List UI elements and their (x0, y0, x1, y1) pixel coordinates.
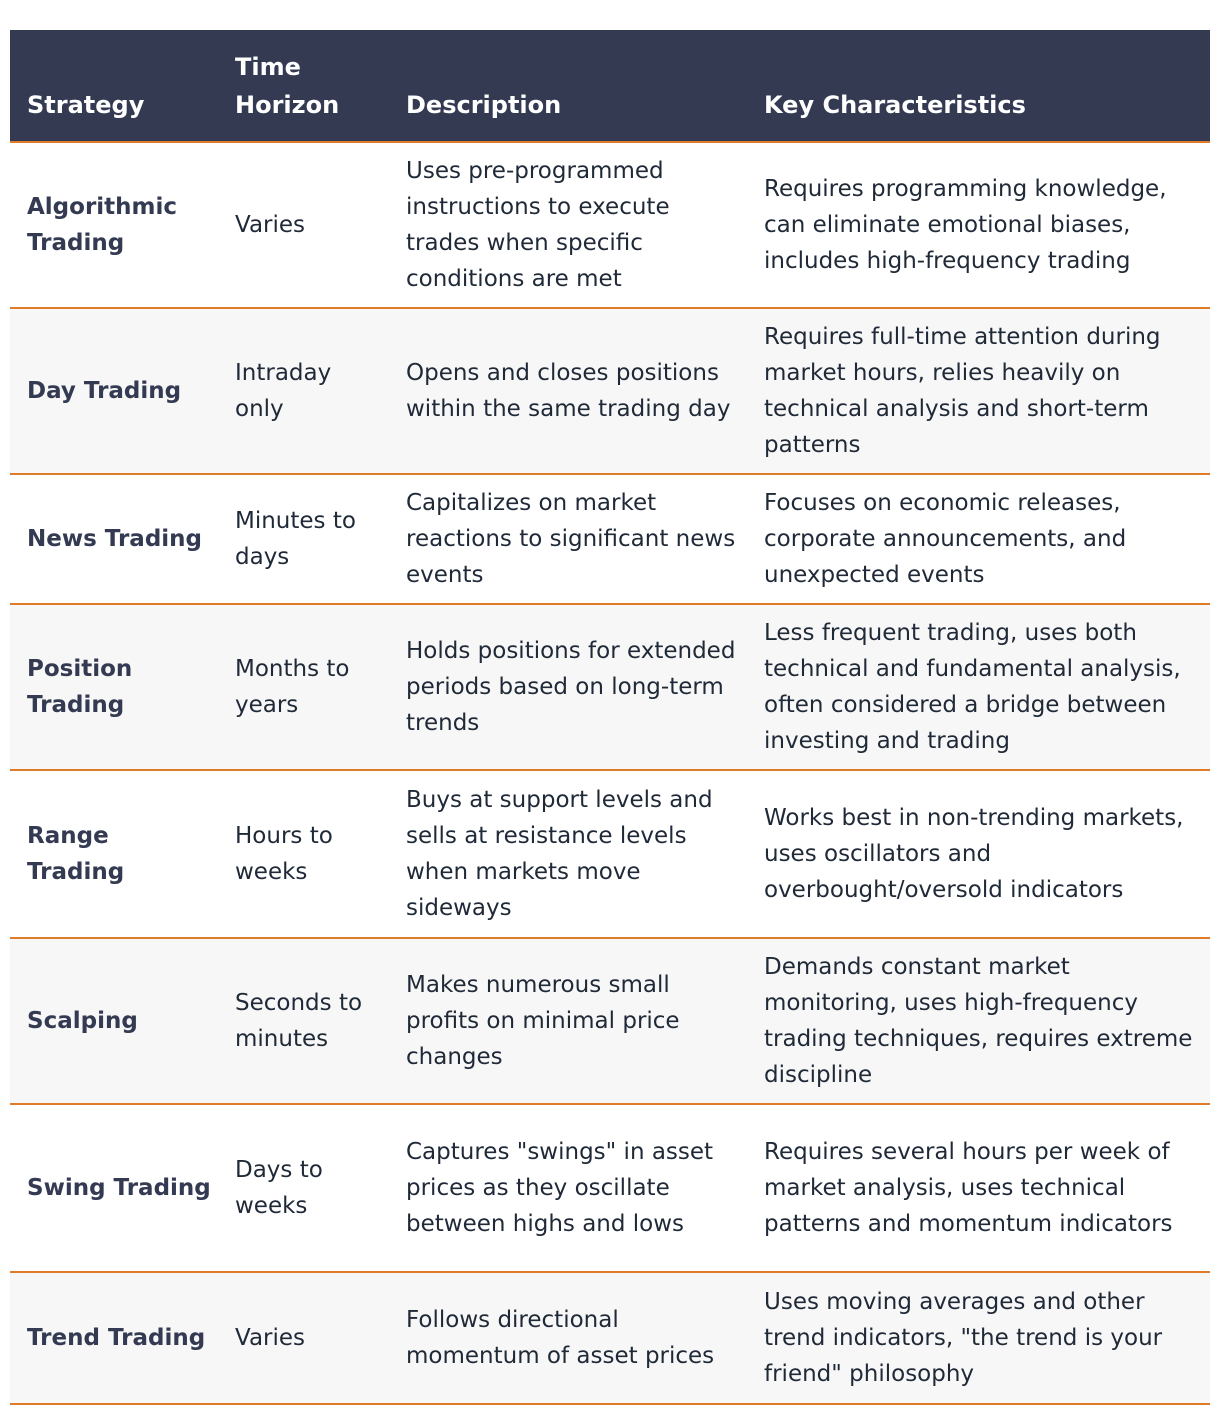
header-description: Description (389, 30, 747, 142)
key-characteristics-cell: Less frequent trading, uses both technical and fundamental analysis, often considered a bridge between investing and trading (764, 620, 1181, 754)
description-cell: Makes numerous small profits on minimal price changes (406, 972, 680, 1070)
time-horizon-cell: Months to years (235, 656, 350, 718)
table-row (10, 308, 1210, 474)
strategy-cell: Day Trading (27, 378, 182, 404)
table-row (10, 770, 1210, 938)
table-row (10, 604, 1210, 770)
time-horizon-cell: Varies (235, 212, 306, 238)
key-characteristics-cell: Focuses on economic releases, corporate announcements, and unexpected events (764, 490, 1127, 588)
description-cell: Buys at support levels and sells at resistance levels when markets move sideways (406, 787, 713, 921)
table-header (10, 30, 1210, 142)
description-cell: Capitalizes on market reactions to significant news events (406, 490, 736, 588)
time-horizon-cell: Intraday only (235, 360, 332, 422)
strategy-cell: Algorithmic Trading (27, 194, 178, 256)
strategy-table-container (10, 30, 1210, 1405)
strategy-cell: Range Trading (27, 823, 125, 885)
time-horizon-cell: Varies (235, 1325, 306, 1351)
key-characteristics-cell: Uses moving averages and other trend indicators, "the trend is your friend" philosophy (764, 1289, 1163, 1387)
header-row (10, 30, 1210, 142)
table-row (10, 1272, 1210, 1404)
description-cell: Follows directional momentum of asset prices (406, 1307, 715, 1369)
header-key-characteristics: Key Characteristics (747, 30, 1210, 142)
header-time-horizon: Time Horizon (218, 30, 389, 142)
strategy-cell: News Trading (27, 526, 203, 552)
key-characteristics-cell: Demands constant market monitoring, uses high-frequency trading techniques, requires extreme discipline (764, 954, 1193, 1088)
time-horizon-cell: Hours to weeks (235, 823, 333, 885)
key-characteristics-cell: Requires programming knowledge, can eliminate emotional biases, includes high-frequency trading (764, 176, 1167, 274)
table-row (10, 938, 1210, 1104)
time-horizon-cell: Days to weeks (235, 1157, 323, 1219)
strategy-cell: Swing Trading (27, 1175, 211, 1201)
time-horizon-cell: Seconds to minutes (235, 990, 363, 1052)
table-row (10, 474, 1210, 604)
description-cell: Captures "swings" in asset prices as they oscillate between highs and lows (406, 1139, 714, 1237)
description-cell: Uses pre-programmed instructions to execute trades when specific conditions are met (406, 158, 670, 292)
strategy-cell: Scalping (27, 1008, 138, 1034)
time-horizon-cell: Minutes to days (235, 508, 356, 570)
strategy-cell: Trend Trading (27, 1325, 206, 1351)
trading-strategies-table (10, 30, 1210, 1405)
table-row (10, 1104, 1210, 1272)
header-strategy: Strategy (10, 30, 218, 142)
key-characteristics-cell: Requires full-time attention during market hours, relies heavily on technical analysis and short-term patterns (764, 324, 1161, 458)
description-cell: Holds positions for extended periods based on long-term trends (406, 638, 736, 736)
table-row (10, 142, 1210, 308)
description-cell: Opens and closes positions within the same trading day (406, 360, 731, 422)
strategy-cell: Position Trading (27, 656, 133, 718)
key-characteristics-cell: Works best in non-trending markets, uses oscillators and overbought/oversold indicators (764, 805, 1184, 903)
table-body (10, 142, 1210, 1404)
key-characteristics-cell: Requires several hours per week of market analysis, uses technical patterns and momentum indicators (764, 1139, 1173, 1237)
